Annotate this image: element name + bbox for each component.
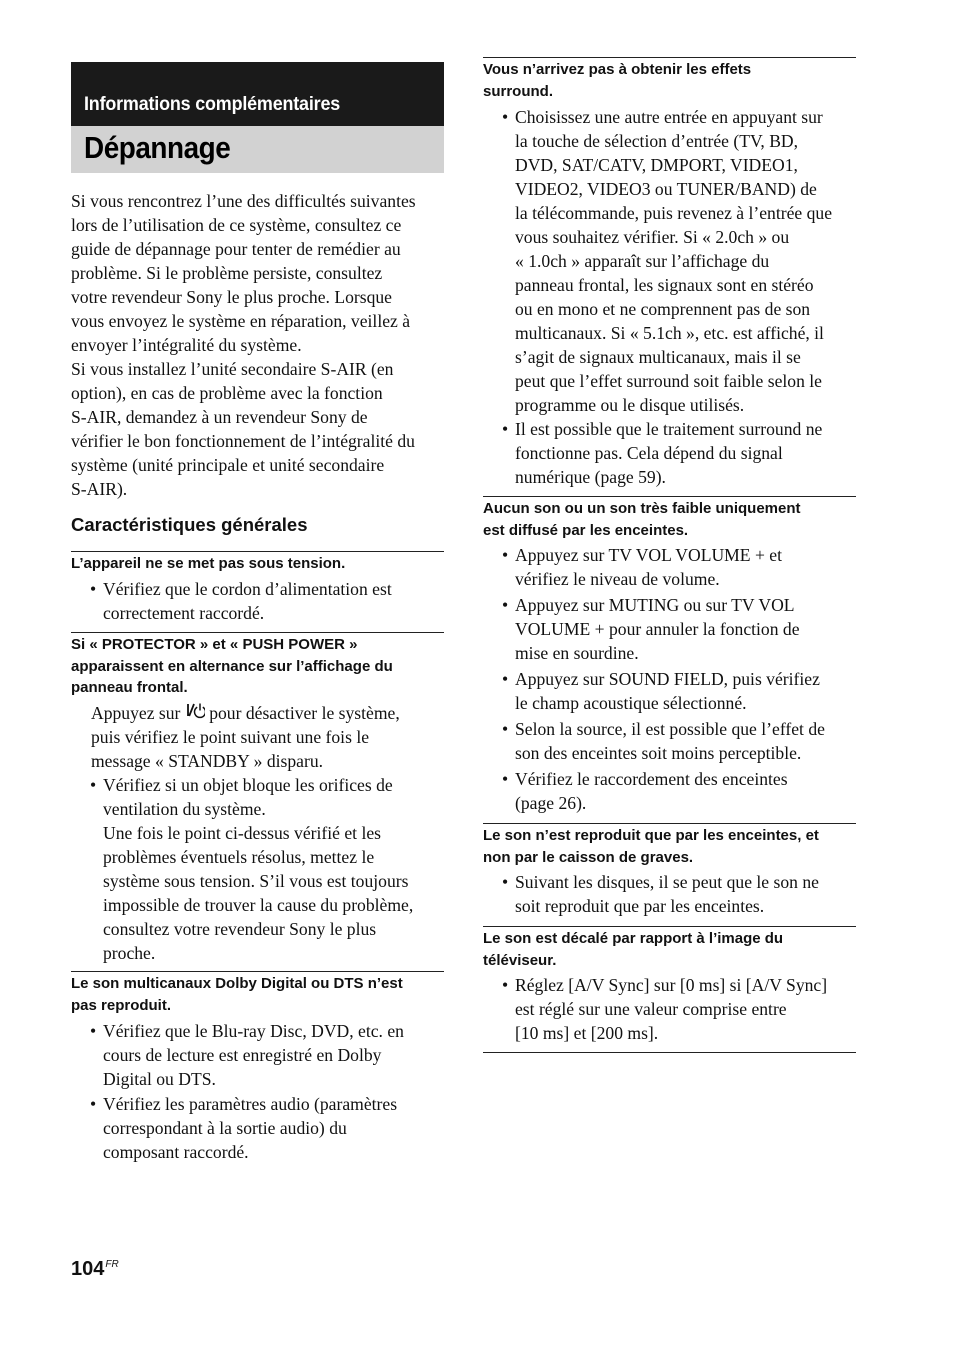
text-line: Vérifiez que le cordon d’alimentation est bbox=[103, 579, 392, 599]
text-line: « 1.0ch » apparaît sur l’affichage du bbox=[515, 251, 770, 271]
text-line: option), en cas de problème avec la fonction bbox=[71, 383, 383, 403]
intro-paragraph-2 bbox=[71, 357, 451, 501]
text-line: Réglez [A/V Sync] sur [0 ms] si [A/V Sync] bbox=[515, 975, 828, 995]
divider bbox=[483, 496, 856, 497]
divider bbox=[483, 1052, 856, 1053]
bullet-marker: • bbox=[502, 975, 509, 995]
answer-dolby-1 bbox=[90, 1019, 453, 1091]
text-line: envoyer l’intégralité du système. bbox=[71, 335, 302, 355]
divider bbox=[71, 971, 444, 972]
question-subwoofer bbox=[483, 825, 863, 868]
text-line: [10 ms] et [200 ms]. bbox=[515, 1023, 659, 1043]
text-line: le champ acoustique sélectionné. bbox=[515, 693, 747, 713]
answer-dolby-2 bbox=[90, 1092, 453, 1164]
text-line: ventilation du système. bbox=[103, 799, 266, 819]
bullet-marker: • bbox=[502, 872, 509, 892]
question-no-power: L’appareil ne se met pas sous tension. bbox=[71, 555, 346, 572]
text-line: apparaissent en alternance sur l’affichage du bbox=[71, 657, 393, 675]
answer-no-power-1 bbox=[90, 577, 453, 625]
bullet-marker: • bbox=[90, 775, 97, 795]
text-line: multicanaux. Si « 5.1ch », etc. est affiché, il bbox=[515, 323, 824, 343]
page-title-band bbox=[71, 126, 444, 173]
text-line: Si vous rencontrez l’une des difficultés suivantes bbox=[71, 191, 416, 211]
text-line: Le son est décalé par rapport à l’image du bbox=[483, 930, 784, 947]
bullet-marker: • bbox=[502, 545, 509, 565]
power-icon bbox=[185, 701, 205, 721]
answer-no-sound-3 bbox=[502, 667, 860, 715]
text-line: système sous tension. S’il vous est toujours bbox=[103, 871, 409, 891]
text-line: vérifiez le niveau de volume. bbox=[515, 569, 720, 589]
text-line: vérifier le bon fonctionnement de l’intégralité du bbox=[71, 431, 415, 451]
answer-av-sync-1 bbox=[502, 973, 860, 1045]
page-number: $104^{FR}$ bbox=[71, 1258, 119, 1280]
text-line: Vérifiez le raccordement des enceintes bbox=[515, 769, 788, 789]
text-line: message « STANDBY » disparu. bbox=[91, 751, 324, 771]
text-line: problème. Si le problème persiste, consultez bbox=[71, 263, 383, 283]
divider bbox=[483, 823, 856, 824]
text-line: s’agit de signaux multicanaux, mais il se bbox=[515, 347, 801, 367]
text-line: VIDEO2, VIDEO3 ou TUNER/BAND) de bbox=[515, 179, 817, 199]
text-line: Vérifiez que le Blu-ray Disc, DVD, etc. en bbox=[103, 1021, 404, 1041]
question-no-sound bbox=[483, 498, 863, 541]
divider bbox=[71, 551, 444, 552]
answer-no-sound-2 bbox=[502, 593, 860, 665]
text-line: la télécommande, puis revenez à l’entrée que bbox=[515, 203, 833, 223]
text-line: guide de dépannage pour tenter de remédier au bbox=[71, 239, 401, 259]
text-line: Si vous installez l’unité secondaire S-AIR (en bbox=[71, 359, 394, 379]
text-line: téléviseur. bbox=[483, 951, 557, 969]
question-protector bbox=[71, 634, 451, 699]
text-line: Vérifiez les paramètres audio (paramètres bbox=[103, 1094, 398, 1114]
section-title: Informations complémentaires bbox=[84, 93, 341, 115]
bullet-marker: • bbox=[90, 1094, 97, 1114]
text-line: pas reproduit. bbox=[71, 996, 172, 1014]
text-line: Il est possible que le traitement surround ne bbox=[515, 419, 823, 439]
text-line: panneau frontal, les signaux sont en stéréo bbox=[515, 275, 814, 295]
text-line: impossible de trouver la cause du problème, bbox=[103, 895, 414, 915]
divider bbox=[483, 57, 856, 58]
answer-surround-2 bbox=[502, 417, 860, 489]
text-line: cours de lecture est enregistré en Dolby bbox=[103, 1045, 382, 1065]
bullet-marker: • bbox=[502, 719, 509, 739]
text-line: proche. bbox=[103, 943, 156, 963]
subheading-general: Caractéristiques générales bbox=[71, 514, 308, 535]
text-line: correctement raccordé. bbox=[103, 603, 265, 623]
text-line: Vous n’arrivez pas à obtenir les effets bbox=[483, 61, 752, 78]
text-line: est réglé sur une valeur comprise entre bbox=[515, 999, 787, 1019]
answer-protector-1 bbox=[90, 773, 453, 965]
bullet-marker: • bbox=[90, 1021, 97, 1041]
text-line: Selon la source, il est possible que l’effet de bbox=[515, 719, 825, 739]
intro-paragraph-1 bbox=[71, 189, 451, 357]
answer-no-sound-5 bbox=[502, 767, 860, 815]
text-line: Appuyez sur MUTING ou sur TV VOL bbox=[515, 595, 795, 615]
question-av-sync bbox=[483, 928, 863, 971]
divider bbox=[71, 632, 444, 633]
text-line: (page 26). bbox=[515, 793, 587, 813]
answer-no-sound-4 bbox=[502, 717, 860, 765]
answer-surround-1 bbox=[502, 105, 860, 417]
bullet-marker: • bbox=[502, 107, 509, 127]
text-line: Aucun son ou un son très faible uniquement bbox=[483, 500, 801, 517]
text-line: son des enceintes soit moins perceptible. bbox=[515, 743, 802, 763]
text-line: correspondant à la sortie audio) du bbox=[103, 1118, 347, 1138]
text-line: programme ou le disque utilisés. bbox=[515, 395, 745, 415]
text-line: système (unité principale et unité secondaire bbox=[71, 455, 385, 475]
bullet-marker: • bbox=[502, 669, 509, 689]
text-line: fonctionne pas. Cela dépend du signal bbox=[515, 443, 783, 463]
text-line: Digital ou DTS. bbox=[103, 1069, 216, 1089]
text-line: Une fois le point ci-dessus vérifié et les bbox=[103, 823, 382, 843]
text-line: la touche de sélection d’entrée (TV, BD, bbox=[515, 131, 799, 151]
text-line: consultez votre revendeur Sony le plus bbox=[103, 919, 377, 939]
page-title: Dépannage bbox=[84, 130, 231, 165]
text-line: non par le caisson de graves. bbox=[483, 848, 694, 866]
text-line: numérique (page 59). bbox=[515, 467, 666, 487]
question-dolby bbox=[71, 973, 451, 1016]
text-line: Suivant les disques, il se peut que le son ne bbox=[515, 872, 819, 892]
text-line: ou en mono et ne comprennent pas de son bbox=[515, 299, 811, 319]
section-header bbox=[71, 62, 444, 126]
text-line: Le son n’est reproduit que par les enceintes, et bbox=[483, 827, 819, 844]
text-line: S-AIR). bbox=[71, 479, 128, 499]
bullet-marker: • bbox=[502, 769, 509, 789]
text-line: problèmes éventuels résolus, mettez le bbox=[103, 847, 375, 867]
text-line: votre revendeur Sony le plus proche. Lorsque bbox=[71, 287, 392, 307]
bullet-marker: • bbox=[502, 419, 509, 439]
text-line: vous souhaitez vérifier. Si « 2.0ch » ou bbox=[515, 227, 790, 247]
text-line: surround. bbox=[483, 82, 553, 100]
text-line: mise en sourdine. bbox=[515, 643, 639, 663]
bullet-marker: • bbox=[90, 579, 97, 599]
text-line: vous envoyez le système en réparation, veillez à bbox=[71, 311, 411, 331]
text-line: peut que l’effet surround soit faible selon le bbox=[515, 371, 822, 391]
text-line: DVD, SAT/CATV, DMPORT, VIDEO1, bbox=[515, 155, 798, 175]
text-line: panneau frontal. bbox=[71, 679, 188, 696]
text-line: Choisissez une autre entrée en appuyant sur bbox=[515, 107, 823, 127]
answer-subwoofer-1 bbox=[502, 870, 860, 918]
divider bbox=[483, 926, 856, 927]
text-line: composant raccordé. bbox=[103, 1142, 249, 1162]
text-line: S-AIR, demandez à un revendeur Sony de bbox=[71, 407, 368, 427]
bullet-marker: • bbox=[502, 595, 509, 615]
answer-protector-intro: Appuyez sur pour désactiver le système, puis vérifiez le point suivant une fois le message « STANDBY » disparu. bbox=[91, 701, 451, 773]
text-line: Le son multicanaux Dolby Digital ou DTS n’est bbox=[71, 975, 403, 992]
text-line: lors de l’utilisation de ce système, consultez ce bbox=[71, 215, 402, 235]
text-line: puis vérifiez le point suivant une fois le bbox=[91, 727, 370, 747]
text-line: VOLUME + pour annuler la fonction de bbox=[515, 619, 800, 639]
answer-no-sound-1 bbox=[502, 543, 860, 591]
text-line: Appuyez sur TV VOL VOLUME + et bbox=[515, 545, 782, 565]
text-line: est diffusé par les enceintes. bbox=[483, 521, 689, 539]
question-surround bbox=[483, 59, 863, 102]
text-line: Appuyez sur SOUND FIELD, puis vérifiez bbox=[515, 669, 820, 689]
text-line: Si « PROTECTOR » et « PUSH POWER » bbox=[71, 636, 358, 653]
text-line: Vérifiez si un objet bloque les orifices de bbox=[103, 775, 393, 795]
text-line: soit reproduit que par les enceintes. bbox=[515, 896, 765, 916]
